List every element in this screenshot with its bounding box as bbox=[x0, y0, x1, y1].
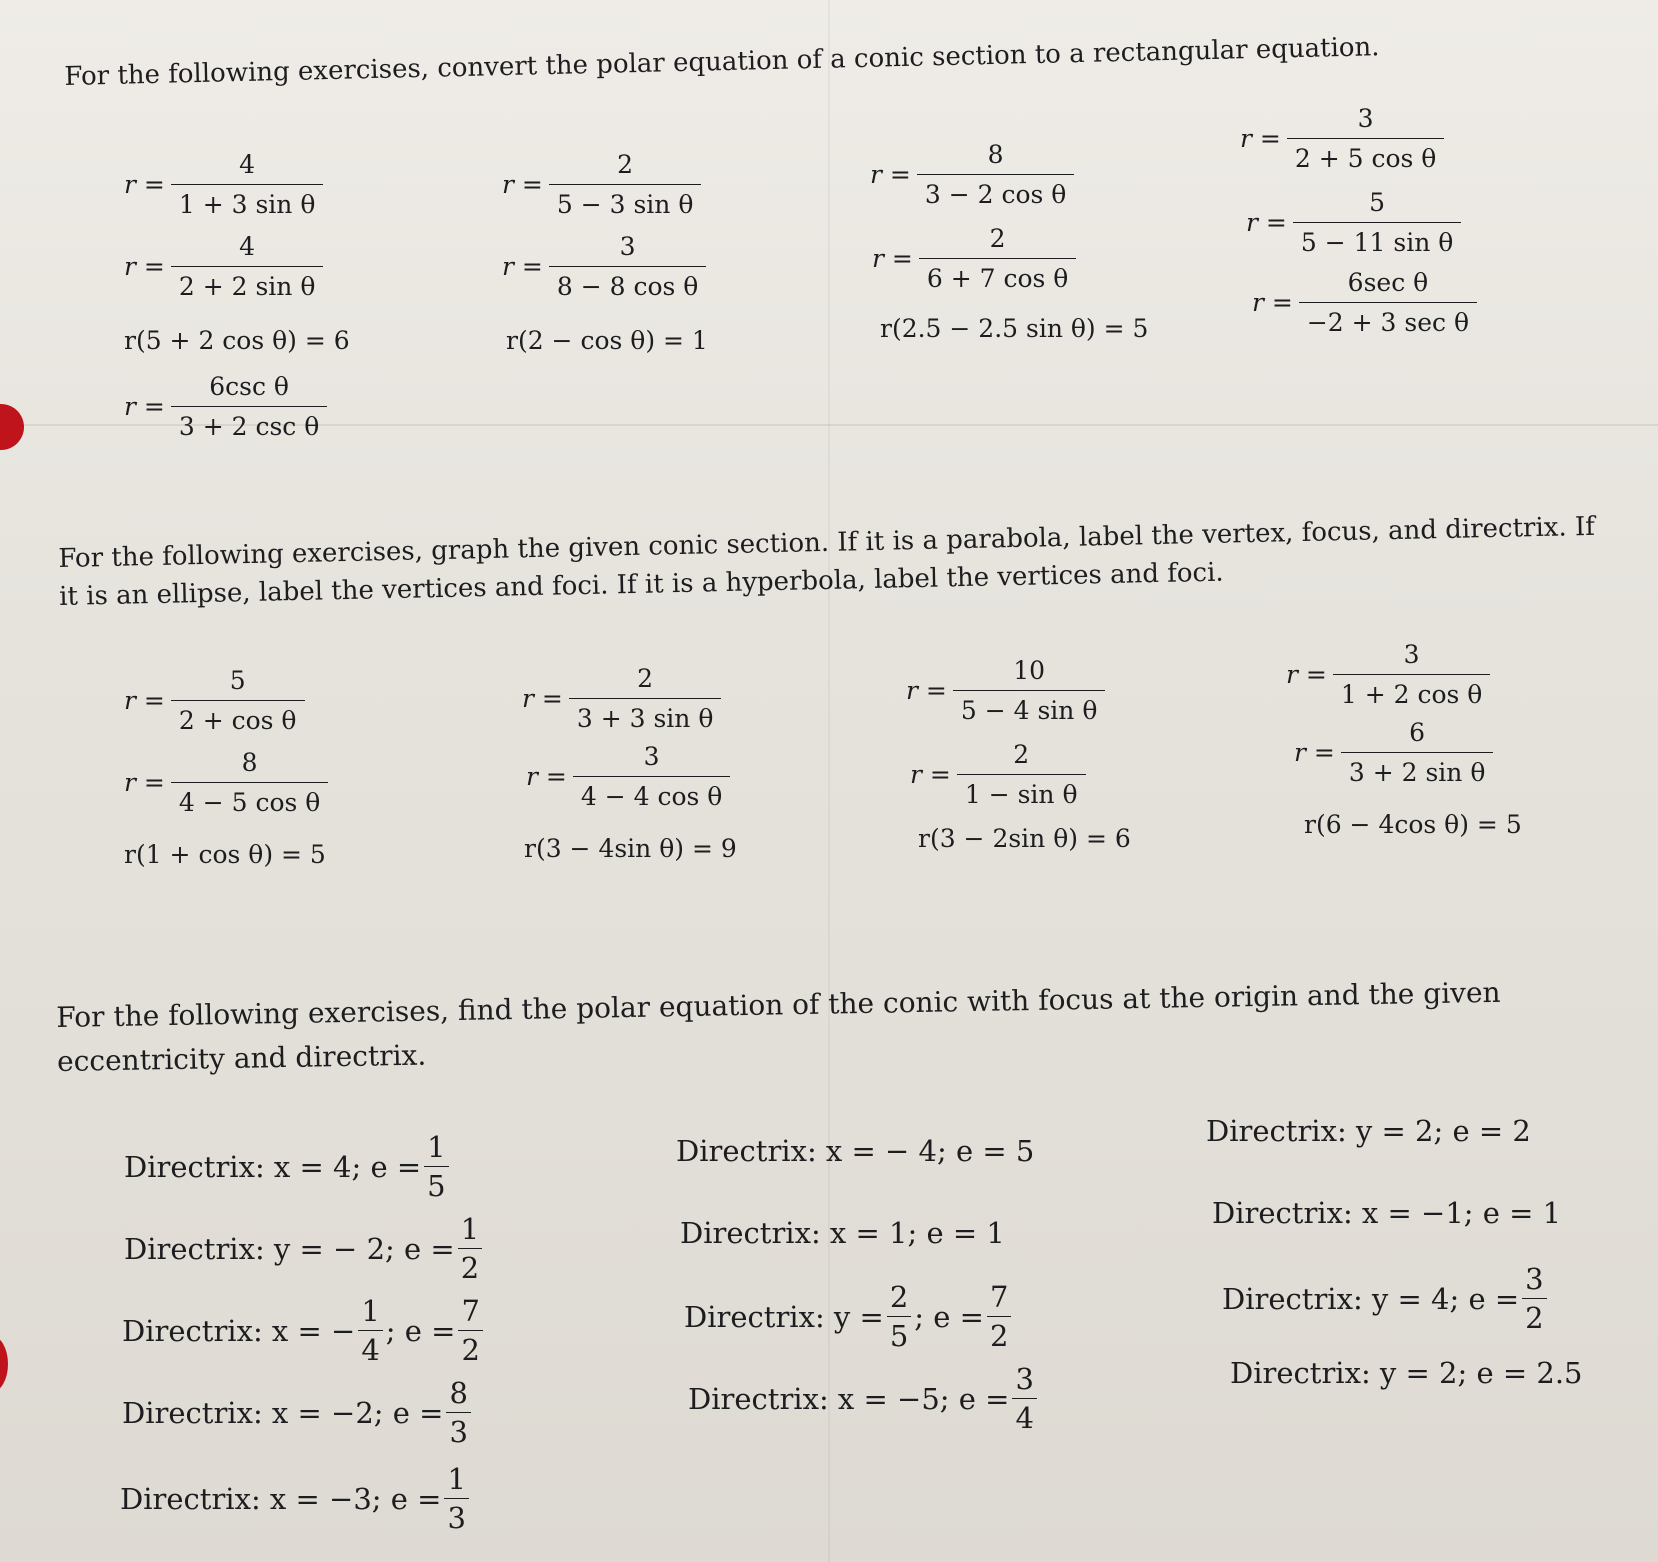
numerator: 10 bbox=[1013, 656, 1046, 685]
fraction bbox=[953, 656, 1106, 725]
directrix-exercise bbox=[680, 1216, 1005, 1250]
directrix-text: Directrix: x = −5; e = bbox=[688, 1381, 1010, 1416]
eccentricity-fraction bbox=[1012, 1362, 1036, 1435]
numerator: 1 bbox=[447, 1462, 466, 1496]
fraction bbox=[1293, 188, 1461, 257]
r-label: r = bbox=[1294, 738, 1335, 767]
exercise-equation bbox=[526, 742, 730, 811]
numerator: 4 bbox=[239, 150, 256, 179]
r-label: r = bbox=[910, 760, 951, 789]
exercise-equation bbox=[522, 664, 721, 733]
numerator: 1 bbox=[427, 1130, 446, 1164]
directrix-text: Directrix: y = 2; e = 2.5 bbox=[1230, 1356, 1583, 1390]
r-label: r = bbox=[124, 686, 165, 715]
denominator: 3 + 2 sin θ bbox=[1341, 752, 1494, 787]
denominator: 1 − sin θ bbox=[957, 774, 1086, 809]
numerator: 2 bbox=[889, 1280, 909, 1314]
exercise-equation bbox=[124, 326, 350, 355]
numerator: 1 bbox=[460, 1212, 480, 1246]
r-label: r = bbox=[872, 244, 913, 273]
exercise-equation bbox=[124, 840, 326, 869]
eccentricity-fraction bbox=[424, 1130, 448, 1203]
exercise-equation bbox=[1252, 268, 1477, 337]
r-label: r = bbox=[502, 252, 543, 281]
denominator: 2 + cos θ bbox=[171, 700, 305, 735]
denominator: 4 bbox=[1012, 1398, 1036, 1435]
numerator: 6csc θ bbox=[209, 372, 289, 401]
directrix-exercise bbox=[676, 1134, 1034, 1168]
directrix-text: Directrix: x = 4; e = bbox=[124, 1149, 422, 1184]
directrix-text-mid: ; e = bbox=[385, 1313, 456, 1348]
directrix-exercise bbox=[1230, 1356, 1583, 1390]
exercise-equation bbox=[1246, 188, 1461, 257]
exercise-equation bbox=[502, 150, 701, 219]
directrix-exercise bbox=[124, 1130, 452, 1203]
equation-text: r(2.5 − 2.5 sin θ) = 5 bbox=[880, 314, 1149, 343]
directrix-exercise bbox=[688, 1362, 1040, 1435]
directrix-exercise bbox=[122, 1294, 486, 1367]
equation-text: r(2 − cos θ) = 1 bbox=[506, 326, 708, 355]
directrix-fraction bbox=[887, 1280, 911, 1353]
fraction bbox=[171, 150, 324, 219]
section-2-instruction: For the following exercises, graph the given conic section. If it is a parabola, label the vertex, focus, and directrix. If it is an ellipse, label the vertices and foci. If it is a hyperbola, label the vertices and foci. bbox=[58, 511, 1596, 612]
numerator: 8 bbox=[241, 748, 258, 777]
exercise-equation bbox=[524, 834, 737, 863]
fraction bbox=[569, 664, 722, 733]
eccentricity-fraction bbox=[987, 1280, 1011, 1353]
denominator: 5 bbox=[424, 1166, 448, 1203]
equation-text: r(6 − 4cos θ) = 5 bbox=[1304, 810, 1522, 839]
fraction bbox=[549, 150, 702, 219]
directrix-text: Directrix: y = − 2; e = bbox=[124, 1231, 455, 1266]
directrix-text: Directrix: y = 2; e = 2 bbox=[1206, 1114, 1531, 1148]
exercise-equation bbox=[124, 372, 327, 441]
r-label: r = bbox=[124, 170, 165, 199]
fraction bbox=[919, 224, 1076, 293]
fraction bbox=[171, 666, 305, 735]
denominator: 3 − 2 cos θ bbox=[917, 174, 1074, 209]
r-label: r = bbox=[906, 676, 947, 705]
r-label: r = bbox=[124, 252, 165, 281]
numerator: 2 bbox=[1013, 740, 1030, 769]
fraction bbox=[917, 140, 1074, 209]
numerator: 2 bbox=[989, 224, 1006, 253]
denominator: 4 − 5 cos θ bbox=[171, 782, 328, 817]
numerator: 2 bbox=[637, 664, 654, 693]
numerator: 3 bbox=[1403, 640, 1420, 669]
directrix-text: Directrix: x = − 4; e = 5 bbox=[676, 1134, 1035, 1168]
directrix-text-mid: ; e = bbox=[914, 1299, 984, 1334]
numerator: 8 bbox=[449, 1376, 468, 1410]
r-label: r = bbox=[870, 160, 911, 189]
directrix-fraction bbox=[358, 1294, 382, 1367]
eccentricity-fraction bbox=[458, 1294, 482, 1367]
denominator: 3 bbox=[444, 1498, 468, 1535]
denominator: −2 + 3 sec θ bbox=[1299, 302, 1477, 337]
exercise-equation bbox=[124, 150, 323, 219]
r-label: r = bbox=[124, 392, 165, 421]
directrix-text: Directrix: x = −2; e = bbox=[122, 1395, 444, 1430]
equation-text: r(5 + 2 cos θ) = 6 bbox=[124, 326, 350, 355]
numerator: 3 bbox=[619, 232, 636, 261]
fraction bbox=[1333, 640, 1490, 709]
denominator: 2 bbox=[987, 1316, 1011, 1353]
numerator: 1 bbox=[361, 1294, 380, 1328]
fraction bbox=[171, 748, 328, 817]
exercise-equation bbox=[1294, 718, 1493, 787]
numerator: 2 bbox=[617, 150, 634, 179]
numerator: 3 bbox=[1357, 104, 1374, 133]
exercise-equation bbox=[910, 740, 1086, 809]
directrix-exercise bbox=[1206, 1114, 1531, 1148]
denominator: 8 − 8 cos θ bbox=[549, 266, 706, 301]
denominator: 5 − 4 sin θ bbox=[953, 690, 1106, 725]
directrix-text: Directrix: x = −1; e = 1 bbox=[1212, 1196, 1562, 1230]
equation-text: r(3 − 2sin θ) = 6 bbox=[918, 824, 1131, 853]
directrix-exercise bbox=[1212, 1196, 1561, 1230]
r-label: r = bbox=[526, 762, 567, 791]
fraction bbox=[1341, 718, 1494, 787]
fraction bbox=[573, 742, 730, 811]
exercise-equation bbox=[506, 326, 708, 355]
fraction bbox=[957, 740, 1086, 809]
denominator: 2 + 2 sin θ bbox=[171, 266, 324, 301]
denominator: 1 + 2 cos θ bbox=[1333, 674, 1490, 709]
directrix-exercise bbox=[122, 1376, 474, 1449]
punch-hole bbox=[0, 404, 24, 450]
directrix-exercise bbox=[684, 1280, 1014, 1353]
numerator: 8 bbox=[987, 140, 1004, 169]
denominator: 3 + 2 csc θ bbox=[171, 406, 327, 441]
r-label: r = bbox=[1252, 288, 1293, 317]
exercise-equation bbox=[918, 824, 1131, 853]
denominator: 3 bbox=[446, 1412, 470, 1449]
numerator: 6 bbox=[1409, 718, 1426, 747]
denominator: 4 bbox=[358, 1330, 382, 1367]
fraction bbox=[1287, 104, 1444, 173]
numerator: 4 bbox=[239, 232, 256, 261]
fraction bbox=[171, 372, 327, 441]
denominator: 5 − 11 sin θ bbox=[1293, 222, 1461, 257]
numerator: 6sec θ bbox=[1347, 268, 1429, 297]
denominator: 2 + 5 cos θ bbox=[1287, 138, 1444, 173]
exercise-equation bbox=[502, 232, 706, 301]
r-label: r = bbox=[124, 768, 165, 797]
numerator: 3 bbox=[643, 742, 660, 771]
exercise-equation bbox=[124, 666, 305, 735]
directrix-text: Directrix: x = −3; e = bbox=[120, 1481, 442, 1516]
exercise-equation bbox=[870, 140, 1074, 209]
eccentricity-fraction bbox=[446, 1376, 470, 1449]
r-label: r = bbox=[1246, 208, 1287, 237]
numerator: 5 bbox=[229, 666, 246, 695]
numerator: 3 bbox=[1525, 1262, 1544, 1296]
numerator: 7 bbox=[461, 1294, 480, 1328]
exercise-equation bbox=[1304, 810, 1522, 839]
directrix-text: Directrix: x = − bbox=[122, 1313, 356, 1348]
numerator: 3 bbox=[1015, 1362, 1034, 1396]
directrix-exercise bbox=[120, 1462, 472, 1535]
denominator: 4 − 4 cos θ bbox=[573, 776, 730, 811]
r-label: r = bbox=[1240, 124, 1281, 153]
exercise-equation bbox=[872, 224, 1076, 293]
r-label: r = bbox=[502, 170, 543, 199]
directrix-exercise bbox=[124, 1212, 485, 1285]
numerator: 5 bbox=[1369, 188, 1386, 217]
fraction bbox=[1299, 268, 1477, 337]
equation-text: r(1 + cos θ) = 5 bbox=[124, 840, 326, 869]
denominator: 2 bbox=[1522, 1298, 1546, 1335]
fraction bbox=[549, 232, 706, 301]
eccentricity-fraction bbox=[444, 1462, 468, 1535]
denominator: 1 + 3 sin θ bbox=[171, 184, 324, 219]
eccentricity-fraction bbox=[1522, 1262, 1546, 1335]
directrix-text: Directrix: x = 1; e = 1 bbox=[680, 1216, 1005, 1250]
exercise-equation bbox=[124, 232, 323, 301]
eccentricity-fraction bbox=[458, 1212, 482, 1285]
denominator: 5 − 3 sin θ bbox=[549, 184, 702, 219]
r-label: r = bbox=[1286, 660, 1327, 689]
denominator: 2 bbox=[458, 1248, 482, 1285]
numerator: 7 bbox=[989, 1280, 1009, 1314]
exercise-equation bbox=[124, 748, 328, 817]
equation-text: r(3 − 4sin θ) = 9 bbox=[524, 834, 737, 863]
exercise-equation bbox=[1240, 104, 1444, 173]
directrix-text: Directrix: y = 4; e = bbox=[1222, 1281, 1520, 1316]
denominator: 6 + 7 cos θ bbox=[919, 258, 1076, 293]
section-1-instruction: For the following exercises, convert the polar equation of a conic section to a rectangular equation. bbox=[64, 32, 1380, 92]
punch-hole bbox=[0, 1336, 8, 1392]
r-label: r = bbox=[522, 684, 563, 713]
fraction bbox=[171, 232, 324, 301]
denominator: 2 bbox=[458, 1330, 482, 1367]
exercise-equation bbox=[1286, 640, 1490, 709]
exercise-equation bbox=[880, 314, 1148, 343]
denominator: 5 bbox=[887, 1316, 911, 1353]
exercise-equation bbox=[906, 656, 1105, 725]
section-3-instruction: For the following exercises, find the polar equation of the conic with focus at the origin and the given eccentricity and directrix. bbox=[56, 975, 1501, 1078]
directrix-text: Directrix: y = bbox=[684, 1299, 884, 1334]
denominator: 3 + 3 sin θ bbox=[569, 698, 722, 733]
directrix-exercise bbox=[1222, 1262, 1550, 1335]
